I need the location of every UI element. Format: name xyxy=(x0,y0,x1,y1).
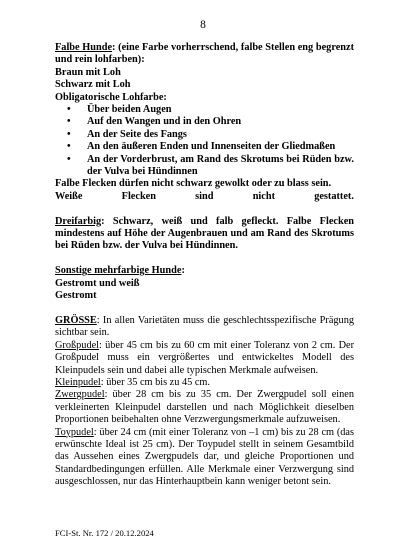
document-body xyxy=(55,42,354,489)
dreifarbig-text: : Schwarz, weiß und falb gefleckt. Falbe Flecken mindestens auf Höhe der Augenbrauen und am Rand des Skrotums bei Rüden bzw. der Vulva bei Hündinnen. xyxy=(55,215,354,252)
falbe-note-line-1: Falbe Flecken dürfen nicht schwarz gewolkt oder zu blass sein. xyxy=(55,178,332,190)
oblig-label: Obligatorische Lohfarbe: xyxy=(55,91,167,103)
toypudel-label: Toypudel xyxy=(55,426,94,438)
falbe-color-1: Braun mit Loh xyxy=(55,66,121,78)
sonstige-item-2: Gestromt xyxy=(55,290,97,302)
dreifarbig-title: Dreifarbig xyxy=(55,215,102,227)
page-number: 8 xyxy=(200,19,206,31)
list-item xyxy=(55,116,354,128)
toypudel-paragraph xyxy=(55,427,354,489)
spacer xyxy=(55,253,354,265)
falbe-heading-paragraph xyxy=(55,42,354,67)
falbe-title: Falbe Hunde xyxy=(55,42,113,53)
bullet-icon: • xyxy=(67,128,71,140)
zwergpudel-text: : über 28 cm bis zu 35 cm. Der Zwergpudel soll einen verkleinerten Kleinpudel darstellen und nach Möglichkeit dieselben Proportionen beibehalten ohne Verzwergungsmerkmale aufzuweisen. xyxy=(55,389,354,426)
note-word: gestattet. xyxy=(314,190,354,202)
groesse-title: GRÖSSE xyxy=(55,314,97,326)
zwergpudel-paragraph xyxy=(55,389,354,426)
spacer xyxy=(55,303,354,315)
grosspudel-paragraph xyxy=(55,340,354,377)
sonstige-title: Sonstige mehrfarbige Hunde xyxy=(55,265,182,277)
groesse-intro xyxy=(55,315,354,340)
list-item xyxy=(55,104,354,116)
lohfarbe-bullet-list xyxy=(55,104,354,178)
sonstige-heading xyxy=(55,265,354,277)
list-item-text: An der Seite des Fangs xyxy=(87,128,187,140)
list-item-text: Über beiden Augen xyxy=(87,104,172,116)
grosspudel-label: Großpudel xyxy=(55,339,100,351)
note-word: nicht xyxy=(252,190,276,202)
falbe-color-2: Schwarz mit Loh xyxy=(55,79,131,91)
list-item xyxy=(55,154,354,179)
spacer xyxy=(55,203,354,215)
list-item-text: An der Vorderbrust, am Rand des Skrotums bei Rüden bzw. der Vulva bei Hündinnen xyxy=(87,153,354,178)
list-item-text: Auf den Wangen und in den Ohren xyxy=(87,116,242,128)
bullet-icon: • xyxy=(67,153,71,165)
grosspudel-text: : über 45 cm bis zu 60 cm mit einer Toleranz von 2 cm. Der Großpudel muss ein vergrößertes und entwickeltes Modell des Kleinpudels sein und dabei alle typischen Merkmale aufweisen. xyxy=(55,339,354,376)
zwergpudel-label: Zwergpudel xyxy=(55,389,105,401)
sonstige-colon: : xyxy=(181,265,185,277)
bullet-icon: • xyxy=(67,116,71,128)
note-word: sind xyxy=(195,190,214,202)
list-item-text: An den äußeren Enden und Innenseiten der Gliedmaßen xyxy=(87,141,336,153)
dreifarbig-paragraph xyxy=(55,216,354,253)
falbe-title-rest: : (eine Farbe vorherrschend, falbe Stellen eng begrenzt und rein lohfarben): xyxy=(55,42,354,66)
kleinpudel-paragraph xyxy=(55,377,354,389)
kleinpudel-text: : über 35 cm bis zu 45 cm. xyxy=(100,376,211,388)
groesse-intro-text: : In allen Varietäten muss die geschlechtsspezifische Prägung sichtbar sein. xyxy=(55,314,354,339)
footer: FCI-St. Nr. 172 / 20.12.2024 xyxy=(55,528,154,538)
falbe-note-line-2 xyxy=(55,191,354,203)
note-word: Flecken xyxy=(121,190,156,202)
bullet-icon: • xyxy=(67,141,71,153)
list-item xyxy=(55,129,354,141)
note-word: Weiße xyxy=(55,190,83,202)
bullet-icon: • xyxy=(67,104,71,116)
kleinpudel-label: Kleinpudel xyxy=(55,376,101,388)
toypudel-text: : über 24 cm (mit einer Toleranz von –1 cm) bis zu 28 cm (das erwünschte Ideal ist 25 cm). Der Toypudel stellt in seinem Gesamtbild das Aussehen eines Zwergpudels dar, und gleiche Proportionen und Standardbedingungen erfüllen. Alle Merkmale einer Verzwergung sind ausgeschlossen, nur das Hinterhauptbein kann weniger betont sein. xyxy=(55,426,354,488)
sonstige-item-1: Gestromt und weiß xyxy=(55,277,140,289)
list-item xyxy=(55,141,354,153)
